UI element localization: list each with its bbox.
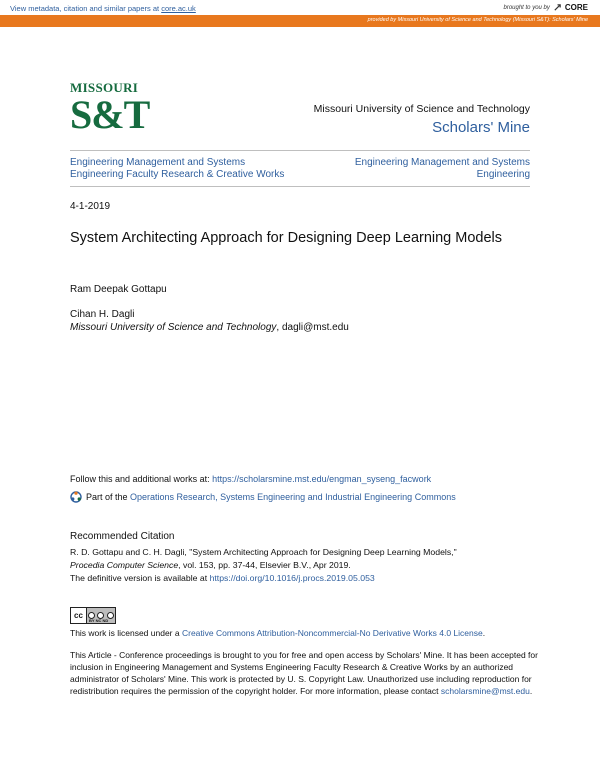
collection-left-link[interactable] — [70, 157, 284, 181]
missouri-st-logo[interactable] — [70, 80, 150, 138]
core-metadata-text — [10, 4, 196, 13]
citation-line-2 — [70, 559, 540, 572]
citation-body — [70, 546, 540, 585]
about-end: . — [529, 686, 533, 696]
core-metadata-label: View metadata, citation and similar papers at — [10, 4, 160, 13]
core-brought-label: brought to you by — [503, 4, 550, 11]
collection-right-line2: Engineering — [476, 169, 530, 180]
cc-icon: cc — [71, 608, 87, 623]
core-provider-text: provided by Missouri University of Science and Technology (Missouri S&T): Scholars' Mine — [367, 17, 588, 23]
core-brought-by — [504, 3, 589, 12]
follow-line — [70, 474, 431, 484]
part-of-label: Part of the — [86, 492, 131, 502]
license-label: This work is licensed under a — [70, 628, 182, 638]
citation-doi-link[interactable]: https://doi.org/10.1016/j.procs.2019.05.053 — [209, 573, 375, 583]
collection-right-link[interactable] — [355, 157, 530, 181]
collection-left-line2: Engineering Faculty Research & Creative Works — [70, 169, 285, 180]
repository-link[interactable]: Scholars' Mine — [432, 119, 530, 136]
institution-block — [314, 103, 530, 136]
author-2-details — [70, 321, 349, 334]
network-icon — [70, 491, 82, 503]
paper-title: System Architecting Approach for Designing Deep Learning Models — [70, 230, 503, 246]
part-of-line — [70, 491, 456, 503]
cc-license-badge[interactable] — [70, 607, 116, 624]
citation-journal: Procedia Computer Science — [70, 560, 179, 570]
logo-st-text: S&T — [70, 92, 150, 137]
divider-top — [70, 150, 530, 151]
follow-url-link[interactable]: https://scholarsmine.mst.edu/engman_syseng_facwork — [212, 474, 432, 484]
core-logo[interactable]: CORE — [564, 3, 588, 12]
author-1: Ram Deepak Gottapu — [70, 284, 167, 295]
recommended-citation-heading: Recommended Citation — [70, 531, 175, 542]
core-top-row — [0, 0, 600, 15]
divider-bottom — [70, 186, 530, 187]
license-line — [70, 628, 485, 638]
logo-missouri-text: MISSOURI — [70, 80, 139, 95]
follow-label: Follow this and additional works at: — [70, 474, 213, 484]
citation-line-1: R. D. Gottapu and C. H. Dagli, "System Architecting Approach for Designing Deep Learning Models," — [70, 547, 457, 557]
institution-name: Missouri University of Science and Technology — [313, 103, 530, 115]
part-of-commons-link[interactable]: Operations Research, Systems Engineering and Industrial Engineering Commons — [130, 492, 456, 502]
core-link[interactable]: core.ac.uk — [161, 4, 196, 13]
core-provider-bar — [0, 15, 600, 27]
license-link[interactable]: Creative Commons Attribution-Noncommercial-No Derivative Works 4.0 License — [181, 628, 483, 638]
about-paragraph — [70, 649, 540, 697]
citation-doi-line — [70, 572, 540, 585]
author-2: Cihan H. Dagli — [70, 309, 135, 320]
core-icon — [553, 3, 562, 12]
citation-doi-label: The definitive version is available at — [70, 573, 210, 583]
about-text: This Article - Conference proceedings is brought to you for free and open access by Scholars' Mine. It has been accepted for inclusion in Engineering Management and Systems Engineering Faculty Research & Creative Works by an authorized administrator of Scholars' Mine. This work is protected by U. S. Copyright Law. Unauthorized use including reproduction for redistribution requires the permission of the copyright holder. For more information, please contact — [70, 650, 538, 696]
citation-details: , vol. 153, pp. 37-44, Elsevier B.V., Apr 2019. — [178, 560, 351, 570]
author-2-email: , dagli@mst.edu — [276, 322, 349, 333]
collection-right-line1: Engineering Management and Systems — [354, 157, 530, 168]
author-2-block — [70, 308, 349, 334]
publication-date: 4-1-2019 — [70, 201, 111, 212]
author-2-affiliation: Missouri University of Science and Technology — [70, 322, 277, 333]
cc-badge-label: BY NC ND — [89, 618, 109, 623]
contact-email-link[interactable]: scholarsmine@mst.edu — [440, 686, 530, 696]
core-banner — [0, 0, 600, 27]
license-end: . — [482, 628, 486, 638]
collection-left-line1: Engineering Management and Systems — [70, 157, 246, 168]
